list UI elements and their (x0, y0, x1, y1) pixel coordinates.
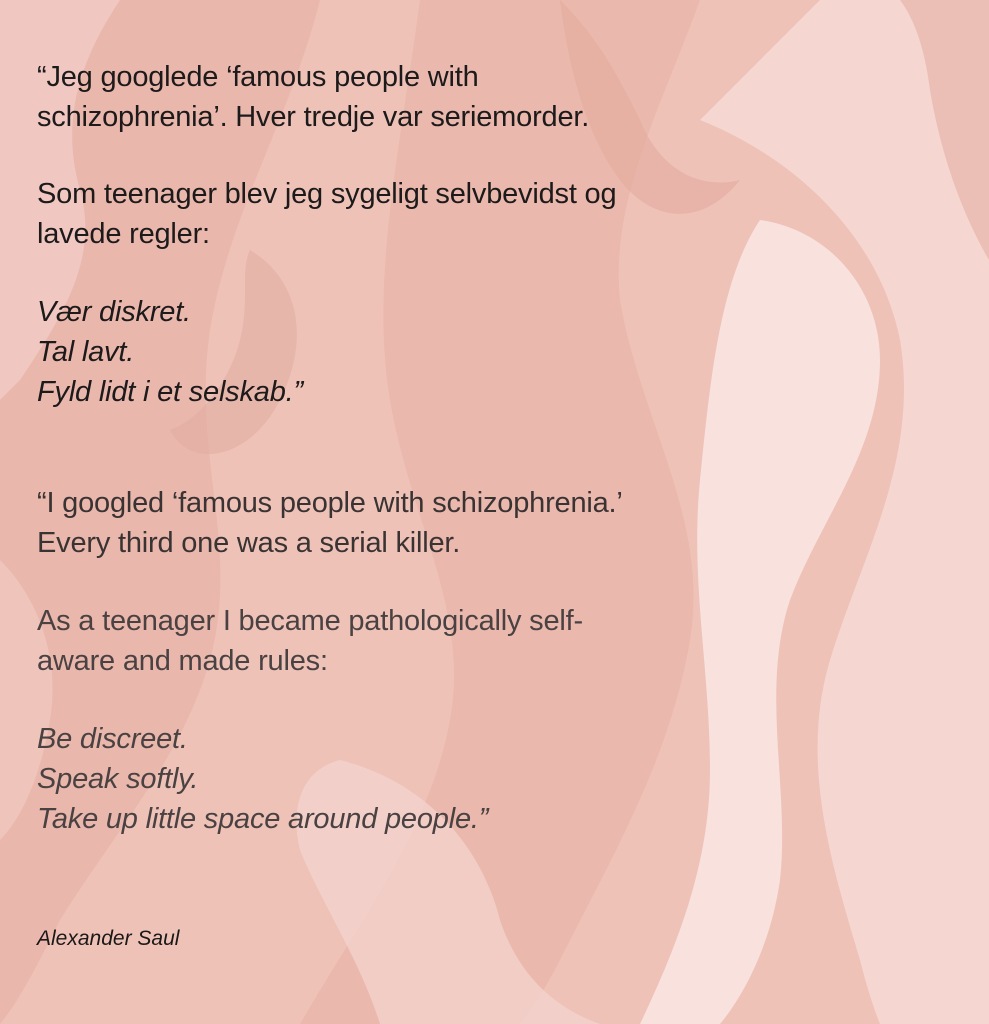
danish-paragraph-line: lavede regler: (37, 218, 210, 250)
english-quote-heading (37, 483, 797, 563)
english-heading-line: Every third one was a serial killer. (37, 527, 461, 559)
danish-quote-paragraph (37, 174, 797, 254)
author-name: Alexander Saul (37, 927, 180, 950)
danish-heading-line: “Jeg googlede ‘famous people with (37, 61, 479, 93)
danish-heading-line: schizophrenia’. Hver tredje var seriemorder. (37, 101, 590, 133)
english-paragraph-line: As a teenager I became pathologically self- (37, 605, 583, 637)
english-rule: Be discreet. (37, 723, 188, 755)
english-quote-paragraph (37, 601, 797, 681)
english-heading-line: “I googled ‘famous people with schizophrenia.’ (37, 487, 623, 519)
danish-rules-list (37, 292, 797, 412)
danish-rule: Vær diskret. (37, 296, 191, 328)
english-rule: Speak softly. (37, 763, 199, 795)
danish-rule: Fyld lidt i et selskab.” (37, 376, 303, 408)
english-rule: Take up little space around people.” (37, 803, 489, 835)
danish-rule: Tal lavt. (37, 336, 135, 368)
english-rules-list (37, 719, 797, 839)
danish-quote-heading (37, 57, 797, 137)
danish-paragraph-line: Som teenager blev jeg sygeligt selvbevidst og (37, 178, 617, 210)
english-paragraph-line: aware and made rules: (37, 645, 328, 677)
